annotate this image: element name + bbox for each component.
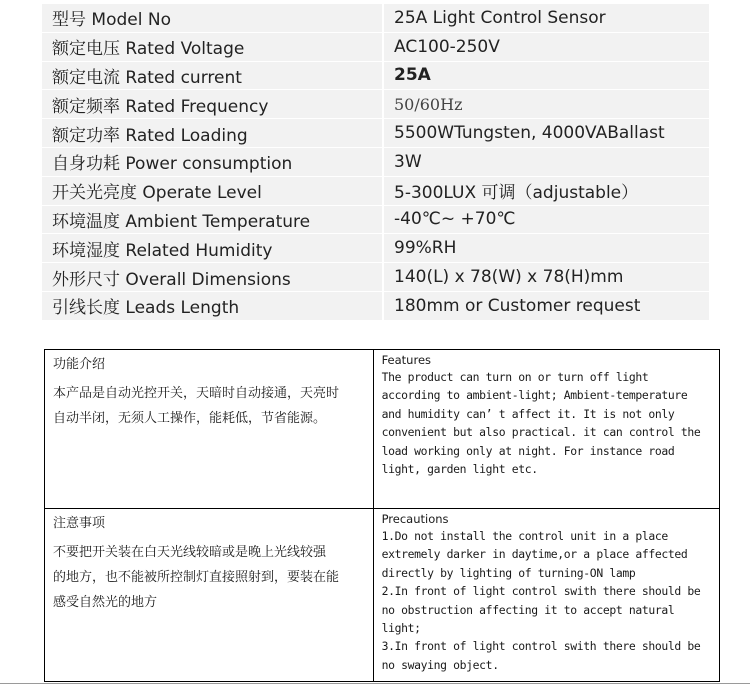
precautions-en-line: 2.In front of light control swith there should be [381, 584, 701, 599]
spec-table [42, 4, 709, 321]
spec-value: AC100-250V [383, 32, 709, 61]
feature-table [44, 349, 720, 682]
spec-value: 99%RH [383, 234, 709, 263]
page-bottom-divider [0, 683, 750, 684]
features-cn-line: 本产品是自动光控开关，天暗时自动接通，天亮时 [53, 386, 340, 401]
precautions-cn-body [53, 540, 367, 615]
precautions-cn-cell [45, 509, 374, 682]
spec-row [42, 147, 709, 176]
spec-value: 5-300LUX 可调（adjustable） [383, 176, 709, 205]
spec-value: 50/60Hz [383, 90, 709, 119]
precautions-en-body [382, 527, 715, 674]
features-en-title: Features [381, 353, 432, 367]
spec-row [42, 90, 709, 119]
spec-row [42, 263, 709, 292]
spec-key: 引线长度 Leads Length [42, 291, 383, 320]
precautions-en-line: 3.In front of light control swith there should be [381, 639, 701, 654]
features-en-line: light, garden light etc. [381, 462, 538, 477]
spec-key: 外形尺寸 Overall Dimensions [42, 263, 383, 292]
spec-key: 额定频率 Rated Frequency [42, 90, 383, 119]
features-en-line: load working only at night. For instance road [381, 443, 675, 458]
precautions-cn-title: 注意事项 [53, 516, 106, 531]
spec-value: 5500WTungsten, 4000VABallast [383, 119, 709, 148]
spec-value: 25A [383, 61, 709, 90]
precautions-en-cell [373, 509, 719, 682]
precautions-row [45, 509, 720, 682]
spec-value: 140(L) x 78(W) x 78(H)mm [383, 263, 709, 292]
features-cn-cell [45, 350, 374, 509]
features-en-line: The product can turn on or turn off light [381, 370, 649, 384]
features-cn-line: 自动半闭，无须人工操作，能耗低，节省能源。 [53, 411, 327, 426]
spec-value: -40℃~ +70℃ [383, 205, 709, 234]
spec-key: 自身功耗 Power consumption [42, 147, 383, 176]
spec-key: 环境湿度 Related Humidity [42, 234, 383, 263]
spec-row [42, 176, 709, 205]
precautions-cn-line: 的地方，也不能被所控制灯直接照射到，要装在能 [53, 570, 340, 585]
precautions-en-title: Precautions [381, 512, 449, 526]
spec-row [42, 32, 709, 61]
spec-value: 180mm or Customer request [383, 291, 709, 320]
precautions-en-line: directly by lighting of turning-ON lamp [381, 565, 636, 580]
spec-row [42, 4, 709, 32]
features-en-line: according to ambient-light; Ambient-temperature [381, 388, 688, 403]
spec-key: 型号 Model No [42, 4, 383, 32]
precautions-cn-line: 不要把开关装在白天光线较暗或是晚上光线较强 [53, 545, 327, 560]
precautions-en-line: no swaying object. [381, 657, 499, 672]
spec-row [42, 61, 709, 90]
precautions-en-line: 1.Do not install the control unit in a place [381, 529, 668, 543]
features-en-line: and humidity can’ t affect it. It is not only [381, 406, 675, 421]
spec-key: 额定电流 Rated current [42, 61, 383, 90]
features-en-line: convenient but also practical. it can control the [381, 425, 701, 440]
features-en-body [382, 368, 715, 478]
spec-row [42, 119, 709, 148]
precautions-en-line: light; [381, 621, 421, 636]
spec-value: 25A Light Control Sensor [383, 4, 709, 32]
spec-value: 3W [383, 147, 709, 176]
precautions-en-line: no obstruction affecting it to accept natural [381, 602, 675, 617]
spec-key: 开关光亮度 Operate Level [42, 176, 383, 205]
spec-key: 额定电压 Rated Voltage [42, 32, 383, 61]
spec-row [42, 234, 709, 263]
spec-key: 额定功率 Rated Loading [42, 119, 383, 148]
features-row [45, 350, 720, 509]
precautions-cn-line: 感受自然光的地方 [53, 595, 158, 610]
features-en-cell [373, 350, 719, 509]
spec-row [42, 291, 709, 320]
features-cn-body [53, 381, 367, 431]
features-cn-title: 功能介绍 [53, 357, 106, 372]
spec-key: 环境温度 Ambient Temperature [42, 205, 383, 234]
precautions-en-line: extremely darker in daytime,or a place affected [381, 547, 688, 562]
spec-row [42, 205, 709, 234]
